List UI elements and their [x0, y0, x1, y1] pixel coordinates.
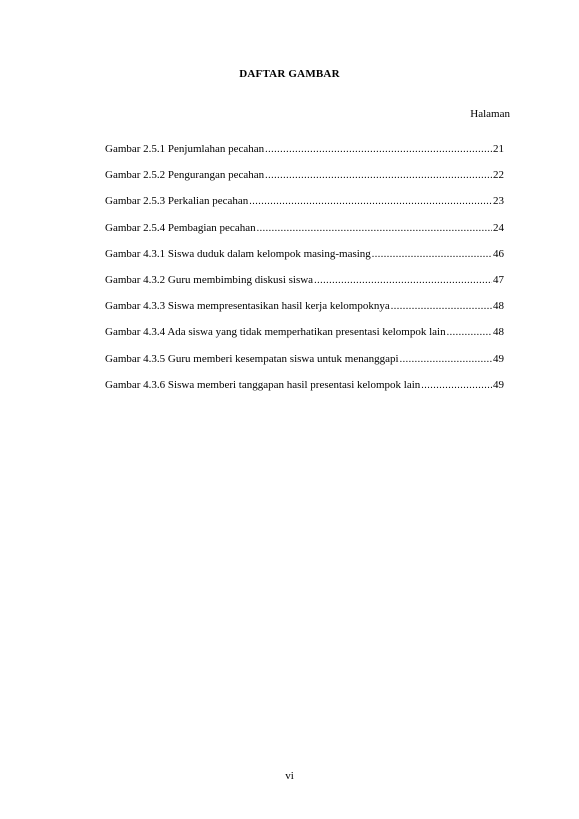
figure-entry[interactable] — [105, 221, 504, 247]
dot-leader — [265, 169, 492, 183]
dot-leader — [372, 248, 492, 262]
figure-caption: Gambar 4.3.4 Ada siswa yang tidak memperhatikan presentasi kelompok lain — [105, 326, 446, 339]
figure-caption: Gambar 2.5.1 Penjumlahan pecahan — [105, 143, 265, 155]
figure-page-number: 21 — [493, 143, 504, 155]
page-column-header: Halaman — [470, 108, 510, 120]
figure-entry[interactable] — [105, 142, 504, 168]
figure-caption: Gambar 4.3.6 Siswa memberi tanggapan hasil presentasi kelompok lain — [105, 378, 421, 391]
figure-page-number: 24 — [493, 221, 504, 234]
dot-leader — [400, 353, 492, 367]
figure-entry[interactable] — [105, 378, 504, 404]
figure-page-number: 48 — [493, 326, 504, 339]
figure-caption: Gambar 2.5.2 Pengurangan pecahan — [105, 169, 265, 182]
page-footer-number: vi — [285, 770, 294, 782]
dot-leader — [421, 379, 492, 393]
dot-leader — [391, 300, 492, 314]
figure-caption: Gambar 4.3.5 Guru memberi kesempatan siswa untuk menanggapi — [105, 352, 399, 365]
figure-page-number: 47 — [493, 273, 504, 286]
figure-page-number: 48 — [493, 300, 504, 313]
figure-caption: Gambar 2.5.4 Pembagian pecahan — [105, 221, 256, 234]
dot-leader — [265, 143, 492, 157]
dot-leader — [314, 274, 492, 288]
figure-page-number: 49 — [493, 378, 504, 391]
figure-page-number: 23 — [493, 195, 504, 208]
figure-caption: Gambar 4.3.1 Siswa duduk dalam kelompok masing-masing — [105, 247, 371, 260]
figure-entry[interactable] — [105, 273, 504, 299]
figure-entry[interactable] — [105, 325, 504, 351]
figure-page-number: 22 — [493, 169, 504, 182]
figure-caption: Gambar 2.5.3 Perkalian pecahan — [105, 195, 249, 208]
figure-page-number: 49 — [493, 352, 504, 365]
figure-page-number: 46 — [493, 247, 504, 260]
figure-caption: Gambar 4.3.2 Guru membimbing diskusi siswa — [105, 273, 314, 286]
figure-entry[interactable] — [105, 352, 504, 378]
dot-leader — [447, 326, 492, 340]
page-title: DAFTAR GAMBAR — [239, 68, 340, 80]
figure-entry[interactable] — [105, 168, 504, 194]
figure-list — [105, 142, 504, 404]
dot-leader — [257, 222, 492, 236]
figure-entry[interactable] — [105, 247, 504, 273]
figure-entry[interactable] — [105, 299, 504, 325]
dot-leader — [249, 195, 492, 209]
figure-entry[interactable] — [105, 194, 504, 220]
figure-caption: Gambar 4.3.3 Siswa mempresentasikan hasil kerja kelompoknya — [105, 300, 390, 313]
